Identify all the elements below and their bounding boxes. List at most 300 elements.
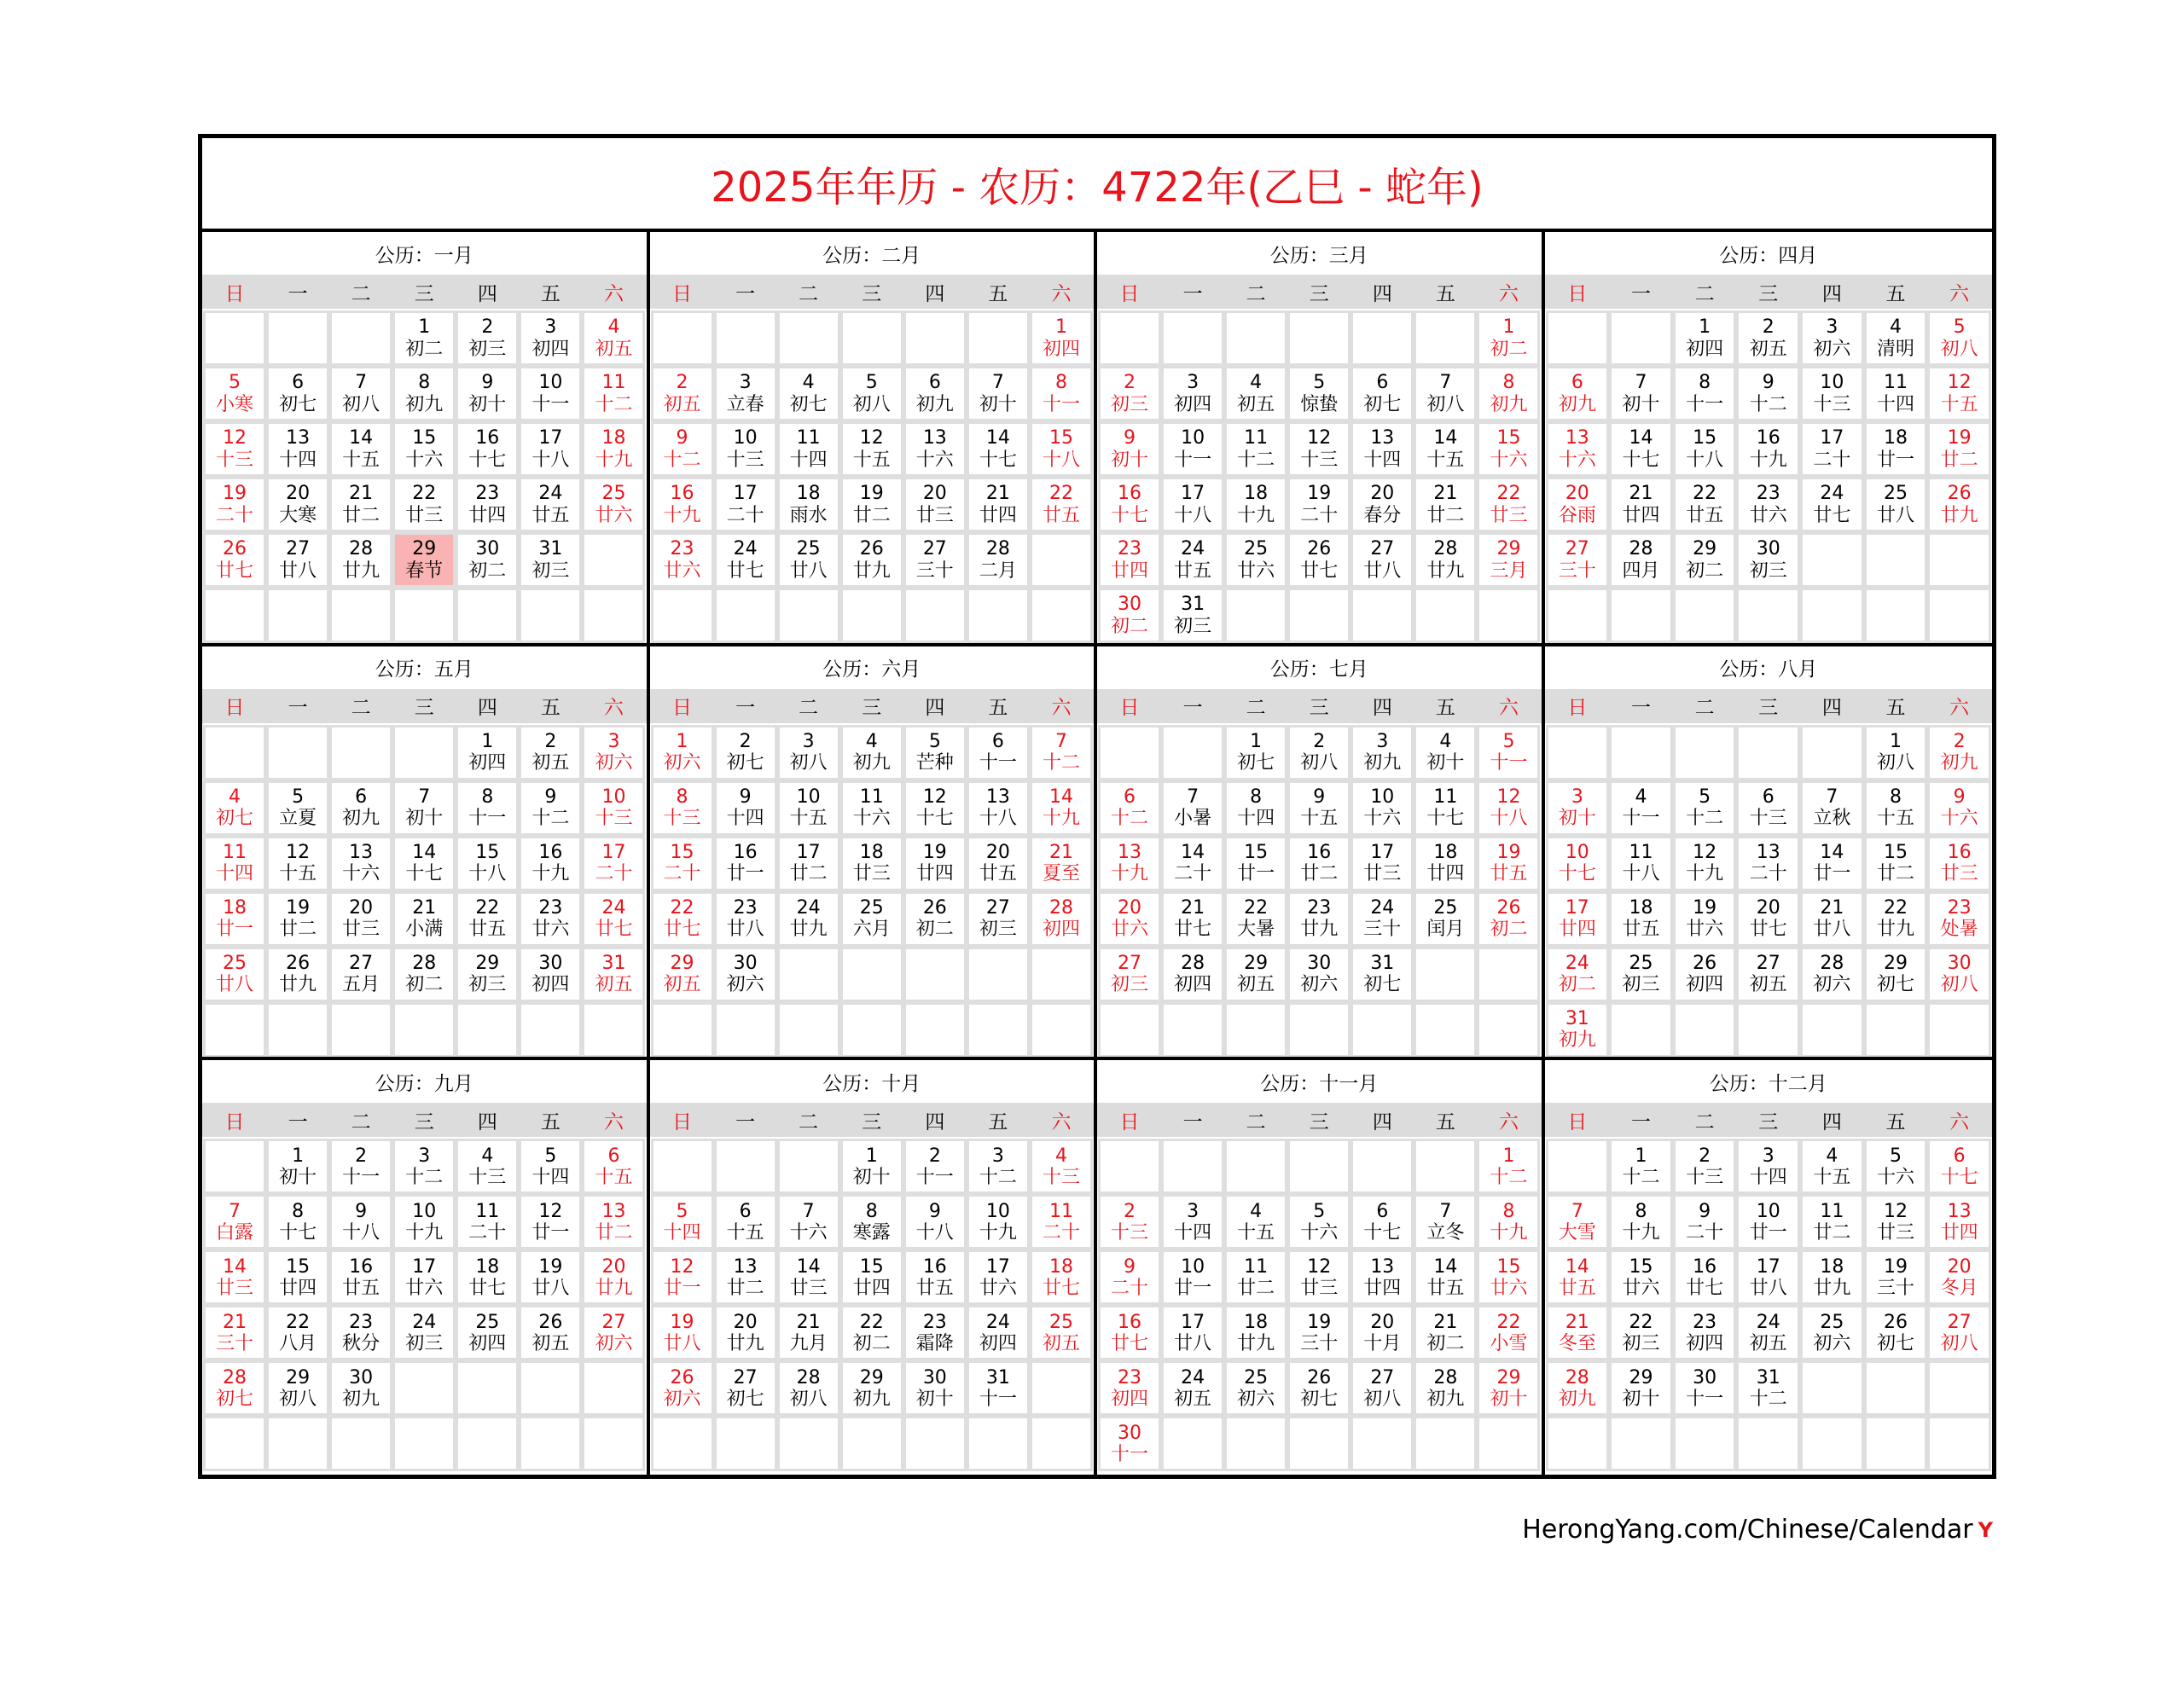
day-number: 11 xyxy=(1048,1200,1073,1222)
day-cell xyxy=(268,948,328,1000)
day-number: 13 xyxy=(601,1200,626,1222)
lunar-date: 初四 xyxy=(1686,338,1724,360)
day-cell xyxy=(1415,838,1475,890)
day-cell xyxy=(1675,948,1735,1000)
day-cell xyxy=(1929,1140,1989,1192)
weekday-label: 一 xyxy=(1630,697,1651,720)
day-cell xyxy=(1611,838,1671,890)
lunar-date: 初八 xyxy=(1940,338,1978,360)
day-cell xyxy=(520,782,580,834)
weekday-label: 三 xyxy=(1309,697,1329,720)
day-cell xyxy=(842,1307,902,1359)
lunar-date: 廿七 xyxy=(1813,504,1851,526)
empty-cell xyxy=(331,1004,391,1056)
lunar-date: 春节 xyxy=(405,559,444,582)
day-cell xyxy=(1866,423,1926,475)
day-cell xyxy=(520,838,580,890)
day-number: 20 xyxy=(1565,483,1589,505)
day-number: 17 xyxy=(1181,483,1205,505)
day-number: 7 xyxy=(418,786,431,808)
day-number: 22 xyxy=(1884,896,1908,919)
weekday-label: 三 xyxy=(862,697,882,720)
empty-cell xyxy=(968,589,1028,641)
lunar-date: 初七 xyxy=(1877,974,1915,996)
weekday-label: 五 xyxy=(540,282,561,305)
lunar-date: 廿二 xyxy=(726,1277,764,1299)
lunar-date: 雨水 xyxy=(789,504,828,526)
day-cell xyxy=(905,1251,965,1303)
lunar-date: 廿九 xyxy=(595,1277,633,1299)
empty-cell xyxy=(205,589,264,641)
day-number: 1 xyxy=(1250,730,1263,752)
weekday-label: 六 xyxy=(603,697,624,720)
lunar-date: 初十 xyxy=(1622,393,1660,415)
weekday-label: 二 xyxy=(799,697,819,720)
day-number: 2 xyxy=(1699,1145,1711,1167)
lunar-date: 初八 xyxy=(852,393,891,415)
empty-cell xyxy=(1478,1417,1538,1470)
day-number: 20 xyxy=(1370,483,1395,505)
lunar-date: 廿五 xyxy=(1490,863,1528,885)
lunar-date: 廿一 xyxy=(1877,449,1915,471)
day-cell xyxy=(1100,423,1159,475)
day-number: 31 xyxy=(538,538,563,560)
lunar-date: 十七 xyxy=(1111,504,1149,526)
weekday-header xyxy=(1097,275,1542,309)
day-cell xyxy=(1163,948,1223,1000)
day-number: 9 xyxy=(928,1200,941,1222)
lunar-date: 廿六 xyxy=(663,559,701,582)
day-number: 30 xyxy=(733,952,758,974)
lunar-date: 初二 xyxy=(1426,1332,1465,1354)
empty-cell xyxy=(1226,589,1286,641)
day-number: 2 xyxy=(1762,316,1774,339)
day-number: 11 xyxy=(1629,841,1653,863)
day-number: 31 xyxy=(1756,1366,1780,1388)
lunar-date: 十一 xyxy=(468,808,507,830)
day-number: 4 xyxy=(481,1145,494,1167)
day-cell xyxy=(1226,423,1286,475)
day-number: 7 xyxy=(355,372,368,394)
day-cell xyxy=(653,782,712,834)
lunar-date: 廿六 xyxy=(405,1277,444,1299)
lunar-date: 廿八 xyxy=(279,559,317,582)
day-number: 5 xyxy=(292,786,305,808)
lunar-date: 闰月 xyxy=(1426,919,1465,941)
day-cell xyxy=(968,1196,1028,1248)
day-cell xyxy=(1802,1196,1862,1248)
day-cell xyxy=(331,948,391,1000)
day-cell xyxy=(1226,1307,1286,1359)
empty-cell xyxy=(968,1417,1028,1470)
day-number: 7 xyxy=(1439,1200,1452,1222)
lunar-date: 三十 xyxy=(1877,1277,1915,1299)
lunar-date: 十一 xyxy=(342,1166,380,1188)
day-number: 25 xyxy=(475,1311,500,1333)
day-cell xyxy=(716,423,775,475)
day-grid xyxy=(202,312,647,641)
day-cell xyxy=(842,782,902,834)
lunar-date: 初十 xyxy=(1111,449,1149,471)
day-number: 17 xyxy=(796,841,821,863)
day-number: 2 xyxy=(1953,730,1966,752)
lunar-date: 二十 xyxy=(1042,1221,1080,1244)
day-number: 19 xyxy=(670,1311,694,1333)
weekday-label: 五 xyxy=(988,1110,1008,1133)
lunar-date: 十八 xyxy=(979,808,1017,830)
lunar-date: 十一 xyxy=(531,393,570,415)
lunar-date: 十二 xyxy=(1490,1166,1528,1188)
day-cell xyxy=(1352,893,1412,945)
lunar-date: 廿一 xyxy=(663,1277,701,1299)
day-cell xyxy=(905,893,965,945)
footer-link[interactable]: HerongYang.com/Chinese/Calendar xyxy=(1522,1515,1973,1545)
lunar-date: 初四 xyxy=(1042,338,1080,360)
day-cell xyxy=(1548,782,1608,834)
day-number: 30 xyxy=(1118,594,1142,616)
lunar-date: 廿七 xyxy=(1111,1332,1149,1354)
empty-cell xyxy=(716,1417,775,1470)
lunar-date: 初六 xyxy=(1813,1332,1851,1354)
lunar-date: 处暑 xyxy=(1940,919,1978,941)
day-number: 16 xyxy=(475,427,500,449)
lunar-date: 十五 xyxy=(342,449,380,471)
day-cell xyxy=(1611,1196,1671,1248)
day-cell xyxy=(1802,368,1862,420)
day-number: 30 xyxy=(1118,1422,1142,1444)
lunar-date: 十七 xyxy=(468,449,507,471)
day-number: 24 xyxy=(1565,952,1589,974)
day-cell xyxy=(1289,1307,1349,1359)
day-number: 7 xyxy=(229,1200,241,1222)
empty-cell xyxy=(1738,1417,1798,1470)
lunar-date: 初七 xyxy=(1300,1388,1339,1410)
months-grid xyxy=(202,232,1992,1475)
lunar-date: 初二 xyxy=(1111,615,1149,637)
lunar-date: 十五 xyxy=(595,1166,633,1188)
lunar-date: 廿八 xyxy=(1174,1332,1212,1354)
month-block xyxy=(1545,1060,1993,1475)
day-cell xyxy=(653,948,712,1000)
day-number: 8 xyxy=(1502,372,1515,394)
day-cell xyxy=(205,423,264,475)
day-cell xyxy=(457,478,517,530)
day-cell xyxy=(1478,1196,1538,1248)
empty-cell xyxy=(1415,1417,1475,1470)
day-number: 22 xyxy=(670,896,694,919)
lunar-date: 廿九 xyxy=(1300,919,1339,941)
day-number: 11 xyxy=(1820,1200,1844,1222)
day-cell xyxy=(1163,1196,1223,1248)
day-number: 18 xyxy=(1244,483,1269,505)
day-number: 4 xyxy=(1826,1145,1838,1167)
empty-cell xyxy=(653,312,712,364)
day-cell xyxy=(457,1307,517,1359)
lunar-date: 十四 xyxy=(1749,1166,1787,1188)
day-cell xyxy=(394,1251,454,1303)
day-cell xyxy=(520,1307,580,1359)
day-cell xyxy=(331,1196,391,1248)
day-cell xyxy=(1100,534,1159,586)
lunar-date: 廿九 xyxy=(726,1332,764,1354)
lunar-date: 廿七 xyxy=(216,559,254,582)
day-cell xyxy=(1548,423,1608,475)
lunar-date: 十月 xyxy=(1363,1332,1402,1354)
day-number: 13 xyxy=(922,427,947,449)
lunar-date: 十七 xyxy=(405,863,444,885)
day-cell xyxy=(205,368,264,420)
day-number: 21 xyxy=(412,896,437,919)
weekday-label: 四 xyxy=(925,282,945,305)
lunar-date: 十三 xyxy=(1686,1166,1724,1188)
day-number: 13 xyxy=(1756,841,1780,863)
lunar-date: 十六 xyxy=(1558,449,1596,471)
lunar-date: 初九 xyxy=(852,1388,891,1410)
weekday-label: 日 xyxy=(672,697,693,720)
day-number: 18 xyxy=(601,427,626,449)
day-cell xyxy=(1929,423,1989,475)
day-number: 17 xyxy=(1370,841,1395,863)
lunar-date: 廿五 xyxy=(1174,559,1212,582)
lunar-date: 十三 xyxy=(726,449,764,471)
day-cell xyxy=(394,368,454,420)
day-number: 11 xyxy=(796,427,821,449)
day-cell xyxy=(205,1362,264,1414)
empty-cell xyxy=(331,589,391,641)
day-number: 25 xyxy=(1433,896,1458,919)
day-cell xyxy=(1415,893,1475,945)
day-number: 3 xyxy=(1571,786,1583,808)
lunar-date: 初二 xyxy=(1490,338,1528,360)
day-number: 29 xyxy=(1884,952,1908,974)
empty-cell xyxy=(653,1004,712,1056)
day-number: 29 xyxy=(286,1366,311,1388)
lunar-date: 初八 xyxy=(1300,752,1339,774)
lunar-date: 廿四 xyxy=(915,863,954,885)
day-cell xyxy=(1866,1307,1926,1359)
weekday-label: 一 xyxy=(1182,282,1203,305)
lunar-date: 初九 xyxy=(342,1388,380,1410)
day-number: 25 xyxy=(1629,952,1653,974)
day-cell xyxy=(584,1251,643,1303)
day-cell xyxy=(1929,838,1989,890)
lunar-date: 初七 xyxy=(1363,974,1402,996)
lunar-date: 十六 xyxy=(1300,1221,1339,1244)
day-number: 15 xyxy=(475,841,500,863)
day-number: 1 xyxy=(1635,1145,1647,1167)
lunar-date: 十二 xyxy=(531,808,570,830)
weekday-label: 三 xyxy=(414,1110,434,1133)
lunar-date: 廿五 xyxy=(1558,1277,1596,1299)
day-cell xyxy=(205,1196,264,1248)
lunar-date: 廿一 xyxy=(216,919,254,941)
day-number: 5 xyxy=(544,1145,557,1167)
day-cell xyxy=(1352,1196,1412,1248)
day-number: 21 xyxy=(1433,1311,1458,1333)
day-number: 9 xyxy=(1313,786,1326,808)
day-number: 22 xyxy=(1629,1311,1653,1333)
weekday-label: 二 xyxy=(1246,697,1266,720)
lunar-date: 初三 xyxy=(1111,393,1149,415)
day-cell xyxy=(1226,1196,1286,1248)
lunar-date: 十五 xyxy=(1426,449,1465,471)
day-cell xyxy=(1031,893,1091,945)
empty-cell xyxy=(205,312,264,364)
weekday-label: 日 xyxy=(1119,1110,1140,1133)
lunar-date: 十八 xyxy=(1174,504,1212,526)
day-cell xyxy=(457,838,517,890)
day-number: 18 xyxy=(223,896,247,919)
day-cell xyxy=(716,782,775,834)
day-number: 21 xyxy=(1820,896,1844,919)
day-cell xyxy=(779,782,839,834)
day-number: 19 xyxy=(922,841,947,863)
empty-cell xyxy=(1031,1004,1091,1056)
day-number: 28 xyxy=(1181,952,1205,974)
lunar-date: 初七 xyxy=(216,808,254,830)
lunar-date: 十二 xyxy=(1686,808,1724,830)
day-number: 23 xyxy=(349,1311,374,1333)
lunar-date: 十九 xyxy=(1490,1221,1528,1244)
day-cell xyxy=(394,312,454,364)
weekday-label: 五 xyxy=(540,1110,561,1133)
day-number: 15 xyxy=(670,841,694,863)
lunar-date: 初五 xyxy=(663,974,701,996)
day-number: 16 xyxy=(733,841,758,863)
day-cell xyxy=(1738,534,1798,586)
day-number: 3 xyxy=(802,730,815,752)
day-cell xyxy=(1802,423,1862,475)
day-cell xyxy=(1866,1140,1926,1192)
day-number: 18 xyxy=(859,841,884,863)
lunar-date: 廿八 xyxy=(789,559,828,582)
day-number: 7 xyxy=(991,372,1004,394)
day-number: 24 xyxy=(1820,483,1844,505)
lunar-date: 初七 xyxy=(726,752,764,774)
empty-cell xyxy=(1100,312,1159,364)
weekday-label: 二 xyxy=(351,1110,371,1133)
lunar-date: 大寒 xyxy=(279,504,317,526)
day-cell xyxy=(1929,478,1989,530)
lunar-date: 二十 xyxy=(468,1221,507,1244)
lunar-date: 廿三 xyxy=(1363,863,1402,885)
day-number: 23 xyxy=(922,1311,947,1333)
empty-cell xyxy=(1802,534,1862,586)
lunar-date: 初十 xyxy=(1622,1388,1660,1410)
day-cell xyxy=(331,893,391,945)
day-number: 8 xyxy=(865,1200,878,1222)
day-cell xyxy=(1478,838,1538,890)
day-cell xyxy=(520,534,580,586)
day-cell xyxy=(268,838,328,890)
day-number: 12 xyxy=(1307,427,1332,449)
empty-cell xyxy=(1289,1417,1349,1470)
day-number: 1 xyxy=(1502,1145,1515,1167)
lunar-date: 廿四 xyxy=(979,504,1017,526)
lunar-date: 初五 xyxy=(663,393,701,415)
day-number: 17 xyxy=(1565,896,1589,919)
day-cell xyxy=(968,534,1028,586)
day-cell xyxy=(205,478,264,530)
day-cell xyxy=(1548,1251,1608,1303)
day-number: 4 xyxy=(1250,1200,1263,1222)
lunar-date: 廿八 xyxy=(216,974,254,996)
empty-cell xyxy=(520,1362,580,1414)
weekday-label: 日 xyxy=(224,1110,245,1133)
day-cell xyxy=(653,1251,712,1303)
empty-cell xyxy=(1163,312,1223,364)
month-title: 公历：一月 xyxy=(375,244,473,267)
lunar-date: 十三 xyxy=(663,808,701,830)
lunar-date: 十四 xyxy=(279,449,317,471)
weekday-label: 六 xyxy=(1949,282,1970,305)
lunar-date: 十七 xyxy=(1940,1166,1978,1188)
lunar-date: 廿七 xyxy=(1686,1277,1724,1299)
lunar-date: 初六 xyxy=(1300,974,1339,996)
empty-cell xyxy=(394,727,454,779)
day-cell xyxy=(1738,368,1798,420)
month-block xyxy=(1545,232,1993,646)
weekday-label: 一 xyxy=(735,282,756,305)
day-number: 22 xyxy=(859,1311,884,1333)
day-number: 13 xyxy=(1118,841,1142,863)
lunar-date: 初五 xyxy=(1237,393,1275,415)
day-cell xyxy=(1415,782,1475,834)
day-cell xyxy=(394,534,454,586)
lunar-date: 廿九 xyxy=(1813,1277,1851,1299)
lunar-date: 初七 xyxy=(1363,393,1402,415)
day-number: 6 xyxy=(928,372,941,394)
day-cell xyxy=(653,893,712,945)
day-number: 13 xyxy=(286,427,311,449)
day-cell xyxy=(394,948,454,1000)
empty-cell xyxy=(1289,312,1349,364)
lunar-date: 十八 xyxy=(1622,863,1660,885)
lunar-date: 廿八 xyxy=(663,1332,701,1354)
lunar-date: 初四 xyxy=(531,974,570,996)
lunar-date: 初九 xyxy=(1363,752,1402,774)
lunar-date: 初七 xyxy=(1877,1332,1915,1354)
day-cell xyxy=(1352,478,1412,530)
day-number: 5 xyxy=(229,372,241,394)
lunar-date: 廿九 xyxy=(1237,1332,1275,1354)
day-number: 6 xyxy=(607,1145,620,1167)
lunar-date: 十六 xyxy=(1877,1166,1915,1188)
day-number: 12 xyxy=(1496,786,1521,808)
day-number: 5 xyxy=(1313,372,1326,394)
lunar-date: 初九 xyxy=(915,393,954,415)
day-cell xyxy=(968,478,1028,530)
month-block xyxy=(1545,646,1993,1061)
day-cell xyxy=(1289,782,1349,834)
day-number: 27 xyxy=(985,896,1010,919)
logo-letter: Y xyxy=(1978,1517,1993,1542)
empty-cell xyxy=(1352,312,1412,364)
weekday-label: 六 xyxy=(1949,697,1970,720)
day-cell xyxy=(1163,838,1223,890)
day-cell xyxy=(1802,782,1862,834)
lunar-date: 廿四 xyxy=(1622,504,1660,526)
weekday-label: 六 xyxy=(1051,1110,1072,1133)
weekday-label: 一 xyxy=(1182,1110,1203,1133)
empty-cell xyxy=(1866,1417,1926,1470)
weekday-label: 三 xyxy=(862,282,882,305)
empty-cell xyxy=(1415,589,1475,641)
day-grid xyxy=(1545,727,1993,1056)
day-cell xyxy=(1031,368,1091,420)
day-grid xyxy=(1545,312,1993,641)
day-cell xyxy=(520,368,580,420)
